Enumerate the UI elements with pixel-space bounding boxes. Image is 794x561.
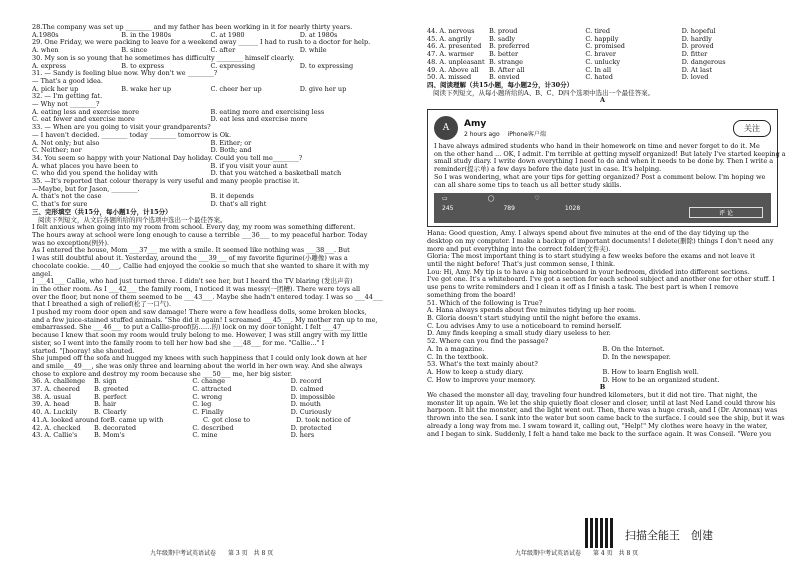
option-cell: B. sadly [489, 34, 516, 43]
option-cell: C. braver [585, 50, 616, 59]
option-cell: B. strange [489, 57, 524, 66]
reply-line: use pens to write reminders and I clean it off as I finish a task. The best part is when I remove [427, 283, 739, 292]
option-cell: 37. A. cheered [32, 385, 80, 394]
post-line: reminder(提示单) a few days before the date just in case. It's helping. [434, 165, 662, 174]
q30-stem: 30. My son is so young that he sometimes has difficulty ________ himself clearly. [32, 53, 295, 62]
option-cell: C. attracted [192, 385, 232, 394]
option-cell: 41.A. looked around for [32, 415, 111, 424]
option-cell: 43. A. Callie's [32, 431, 78, 440]
q33-stem: 33. — When are you going to visit your grandparents? [32, 123, 211, 132]
reply-line: Gloria: The most important thing is to start studying a few weeks before the exams and not leave it [427, 252, 755, 261]
cloze-passage [32, 224, 389, 378]
cloze-options-44-50 [427, 28, 778, 82]
comment-count: 789 [503, 205, 515, 213]
passage-line: and a few juice-stained stuffed animals. "She did it again! I screamed ___45___. My mother ran up to me, [32, 315, 378, 324]
q30-options: A. express B. to express C. expressing D. to expressing [32, 61, 354, 70]
post-meta: 2 hours ago iPhone客户端 [464, 130, 546, 138]
passage-line: because I knew that soon my room would truly belong to me. However, I was still angry with my little [32, 331, 368, 340]
q35-reply: —Maybe, but for Jason, ________. [32, 184, 140, 193]
post-line: small study diary. I write down everything I need to do and when it needs to be done by. Then I write a [434, 157, 774, 166]
option-cell: 42. A. checked [32, 423, 81, 432]
option-cell: C. hated [585, 73, 613, 82]
option-cell: D. fitter [681, 50, 708, 59]
q34-stem: 34. You seem so happy with your National Day holiday. Could you tell me________? [32, 153, 303, 162]
like-count: 1028 [564, 205, 581, 213]
reply-line: Hana: Good question, Amy. I always spend about five minutes at the end of the day tidying up the [427, 229, 749, 238]
option-cell: C. happily [585, 34, 619, 43]
passage-line: She jumped off the sofa and hugged my knees with such happiness that I could only look down at her [32, 354, 367, 363]
post-line: on the other hand ... OK, I admit. I'm terrible at getting myself organized! But lately I've started keeping a [434, 149, 786, 158]
post-line: So I was wondering, what are your tips for getting organized? Post a comment below. I'm hoping we [434, 172, 766, 181]
passage-line: sister, so I went into the family room to tell her how bad she ___48___ for me. "Callie..." I [32, 338, 325, 347]
q29-stem: 29. One Friday, we were packing to leave for a weekend away ______ I had to rush to a doctor for help. [32, 38, 371, 47]
passage-line: I was still doubtful about it. Yesterday, around the ___39___ of my favorite figurine(小雕像) was a [32, 254, 348, 263]
q53-options-ab: A. How to keep a study diary. B. How to learn English well. [427, 367, 699, 376]
q29-options: A. when B. since C. after D. while [32, 46, 327, 55]
option-cell: C. unlucky [585, 57, 621, 66]
passage-line: I felt anxious when going into my room from school. Every day, my room was something different. [32, 223, 356, 232]
option-line: C. Lou advises Amy to use a noticeboard to remind herself. [427, 321, 622, 330]
section-3-instruction: 阅读下列短文，从文后各题所给的四个选项中选出一个最佳答案。 [38, 215, 227, 224]
section-4-instruction: 阅读下列短文，从每小题所给的A、B、C、D四个选项中选出一个最佳答案。 [433, 88, 655, 97]
follow-button[interactable]: 关注 [733, 120, 771, 137]
option-cell: B. hair [94, 400, 117, 409]
post-author: Amy [464, 118, 487, 129]
option-cell: 47. A. warmer [427, 50, 474, 59]
q33-options-ab: A. Not only; but also B. Either; or [32, 138, 252, 147]
option-cell: 46. A. presented [427, 42, 482, 51]
passage-line: chose to explore and destroy my room because she ___50___ me, her big sister. [32, 369, 293, 378]
option-cell: B. came up with [110, 415, 164, 424]
passage-line: that I breathed a sigh of relief(松了一口气). [32, 300, 172, 309]
comment-button[interactable]: 评 论 [689, 207, 763, 218]
option-cell: D. proved [681, 42, 714, 51]
q52-stem: 52. Where can you find the passage? [427, 337, 549, 346]
option-cell: D. protected [290, 423, 332, 432]
option-cell: C. wrong [192, 392, 223, 401]
reply-line: something from the board! [427, 290, 516, 299]
passage-line: was no exception(例外). [32, 238, 110, 247]
passage-line: embarrassed. She ___46___ to put a Callie-proof(防……的) lock on my door tonight. I felt ___47___ [32, 323, 351, 332]
passage-line: I ___41___ Callie, who had just turned three. I didn't see her, but I heard the TV blaring (发出声音) [32, 277, 353, 286]
reply-line: Lou: Hi, Amy. My tip is to have a big noticeboard in your bedroom, divided into different sections. [427, 267, 750, 276]
option-cell: B. decorated [94, 423, 137, 432]
q31-stem: 31. — Sandy is feeling blue now. Why don't we ________? [32, 69, 218, 78]
passage-line: angel. [32, 269, 53, 278]
page-footer: 九年级期中考试英语试卷 第 3 页 共 8 页 [150, 550, 274, 557]
q52-options-cd: C. In the textbook. D. In the newspaper. [427, 352, 671, 361]
option-row [32, 432, 389, 440]
option-cell: 49. A. Above all [427, 65, 479, 74]
reading-b-passage [427, 391, 785, 438]
share-icon[interactable]: ▭ [442, 195, 448, 203]
option-cell: 38. A. usual [32, 392, 71, 401]
q32-stem: 32. — I'm getting fat. [32, 92, 103, 101]
reply-line: more and put everything into the correct folder(文件夹). [427, 244, 611, 253]
q35-options-cd: C. that's for sure D. that's all right [32, 200, 267, 209]
option-cell: 39. A. head [32, 400, 70, 409]
option-cell: B. envied [489, 73, 520, 82]
passage-line: We chased the monster all day, traveling four hundred kilometers, but it did not tire. That night, the [427, 391, 758, 400]
option-line: D. Amy finds keeping a small study diary useless to her. [427, 329, 611, 338]
q51-stem: 51. Which of the following is True? [427, 298, 543, 307]
option-cell: B. greeted [94, 385, 129, 394]
option-cell: D. At last [681, 65, 712, 74]
q33-reply: — I haven't decided. ________ today ________ tomorrow is Ok. [32, 130, 232, 139]
option-cell: B. preferred [489, 42, 530, 51]
option-cell: 48. A. unpleasant [427, 57, 485, 66]
passage-line: The hours away at school were long enough to cause a terrible ___36___ to my peaceful harbor. Today [32, 230, 368, 239]
post-body [434, 142, 786, 189]
q31-reply: — That's a good idea. [32, 76, 103, 85]
avatar: A [434, 116, 458, 140]
q33-options-cd: C. Neither; nor D. Both; and [32, 146, 252, 155]
reply-line: until the night before! That's just common sense, I think. [427, 260, 616, 269]
option-cell: B. proud [489, 27, 518, 35]
option-cell: C. In all [585, 65, 612, 74]
option-cell: C. mine [192, 431, 218, 440]
passage-line: and smile___49___, she was only three and learning about the world in her own way. And she always [32, 361, 363, 370]
right-page [405, 0, 794, 561]
option-cell: B. After all [489, 65, 525, 74]
option-cell: D. Curiously [290, 408, 332, 417]
option-cell: D. took notice of [296, 415, 351, 424]
option-cell: C. got close to [203, 415, 251, 424]
passage-line: and I began to sink. Suddenly, I felt a hand take me back to the surface again. It was Conseil. "Were you [427, 429, 772, 438]
option-cell: 36. A. challenge [32, 377, 86, 386]
option-cell: C. promised [585, 42, 625, 51]
section-b-label: B [599, 383, 606, 392]
q31-options: A. pick her up B. wake her up C. cheer her up D. give her up [32, 84, 347, 93]
option-cell: D. loved [681, 73, 709, 82]
q32-options-cd: C. eat fewer and exercise more D. eat less and exercise more [32, 115, 308, 124]
option-cell: 40. A. Luckily [32, 408, 78, 417]
option-cell: D. mouth [290, 400, 321, 409]
option-cell: 45. A. angrily [427, 34, 472, 43]
option-cell: B. Clearly [94, 408, 127, 417]
section-a-label: A [599, 96, 606, 105]
passage-line: I pushed my room door open and saw damage! There were a few headless dolls, some broken blocks, [32, 308, 367, 317]
q28-stem: 28.The company was set up ________ and my father has been working in it for nearly thirty years. [32, 23, 353, 31]
q32-options-ab: A. eating less and exercise more B. eating more and exercising less [32, 107, 325, 116]
option-line: B. Gloria doesn't start studying until the night before the exams. [427, 313, 641, 322]
q52-options-ab: A. In a magazine. B. On the Internet. [427, 344, 665, 353]
passage-line: over the floor, but none of them seemed to be ___43___. Maybe she hadn't entered today. I was so ___44___ [32, 292, 383, 301]
like-icon[interactable]: ♡ [534, 195, 540, 203]
option-cell: D. record [290, 377, 322, 386]
passage-line: already a long way from me. I swam toward it, calling out, "Help!" My clothes were heavy in the water, [427, 421, 768, 430]
option-cell: D. impossible [290, 392, 335, 401]
option-cell: D. hardly [681, 34, 712, 43]
option-cell: C. change [192, 377, 226, 386]
post-action-bar [434, 193, 771, 223]
comment-icon[interactable]: ◯ [487, 195, 495, 203]
scanner-watermark: 扫描全能王 创建 [625, 529, 713, 542]
option-cell: B. perfect [94, 392, 127, 401]
option-cell: B. better [489, 50, 519, 59]
q35-options-ab: A. that's not the case B. it depends [32, 192, 254, 201]
share-count: 245 [442, 205, 454, 213]
passage-line: chocolate cookie. ___40___, Callie had enjoyed the cookie so much that she wanted to share it with my [32, 261, 370, 270]
option-cell: B. sign [94, 377, 117, 386]
option-cell: C. tired [585, 27, 611, 35]
option-line: A. Hana always spends about five minutes tidying up her room. [427, 306, 637, 315]
qr-code-icon [585, 518, 615, 548]
q53-stem: 53. What's the text mainly about? [427, 360, 538, 369]
cloze-options-36-43 [32, 378, 389, 440]
section-3-heading: 三、完形填空（共15分，每小题1分，计15分） [32, 207, 172, 216]
q51-options [427, 307, 778, 338]
passage-line: harpoon. It hit the monster, and the light went out. Then, there was a huge crash, and I (Dr. Aronnax) was [427, 406, 778, 415]
q34-options-ab: A. what places you have been to B. if you visit your aunt [32, 161, 288, 170]
post-line: can all share some tips to teach us all better study skills. [434, 180, 622, 189]
q53-options-cd: C. How to improve your memory. D. How to be an organized student. [427, 375, 720, 384]
passage-line: started. "[hooray! she shouted. [32, 346, 135, 355]
post-line: I have always admired students who hand in their homework on time and never forget to do it. Me [434, 142, 760, 151]
q34-options-cd: C. who did you spend the holiday with D. that you watched a basketball match [32, 169, 342, 178]
reply-line: I've got one. It's a whiteboard. I've got a section for each school subject and another one for other stuff. I [427, 275, 775, 284]
option-cell: 44. A. nervous [427, 27, 475, 35]
option-cell: C. leg [192, 400, 212, 409]
option-cell: D. hers [290, 431, 315, 440]
page-footer: 九年级期中考试英语试卷 第 4 页 共 8 页 [515, 550, 639, 557]
reply-line: desktop on my computer. I make a backup of important documents! I delete(删除) things I don't need any [427, 236, 774, 245]
option-cell: C. Finally [192, 408, 224, 417]
section-4-heading: 四、阅读理解（共15小题，每小题2分，计30分） [427, 80, 574, 89]
q28-options: A.1980s B. in the 1980s C. at 1980 D. at 1980s [32, 30, 338, 39]
social-post-card [427, 109, 786, 227]
option-cell: D. dangerous [681, 57, 726, 66]
option-cell: D. hopeful [681, 27, 716, 35]
q32-reply: — Why not ________? [32, 100, 100, 109]
option-cell: B. Mom's [94, 431, 125, 440]
passage-line: monster lit up again. We let the ship quietly float closer and closer, until at last Ned Land could throw his [427, 398, 776, 407]
option-cell: D. calmed [290, 385, 324, 394]
passage-line: in the other room. As I ___42___ the family room, I noticed it was messy(一团糟). There were toys all [32, 284, 361, 293]
q35-stem: 35. —It's reported that colour therapy is very useful and many people practise it. [32, 177, 300, 186]
option-cell: 50. A. missed [427, 73, 472, 82]
comment-replies [427, 230, 778, 299]
option-cell: C. described [192, 423, 234, 432]
passage-line: thrown into the sea. I sank into the water but soon came back to the surface. I could see the ship, but it was [427, 414, 785, 423]
passage-line: As I entered the house, Mom ___37___ me with a smile. It seemed like nothing was ___38___. But [32, 246, 350, 255]
